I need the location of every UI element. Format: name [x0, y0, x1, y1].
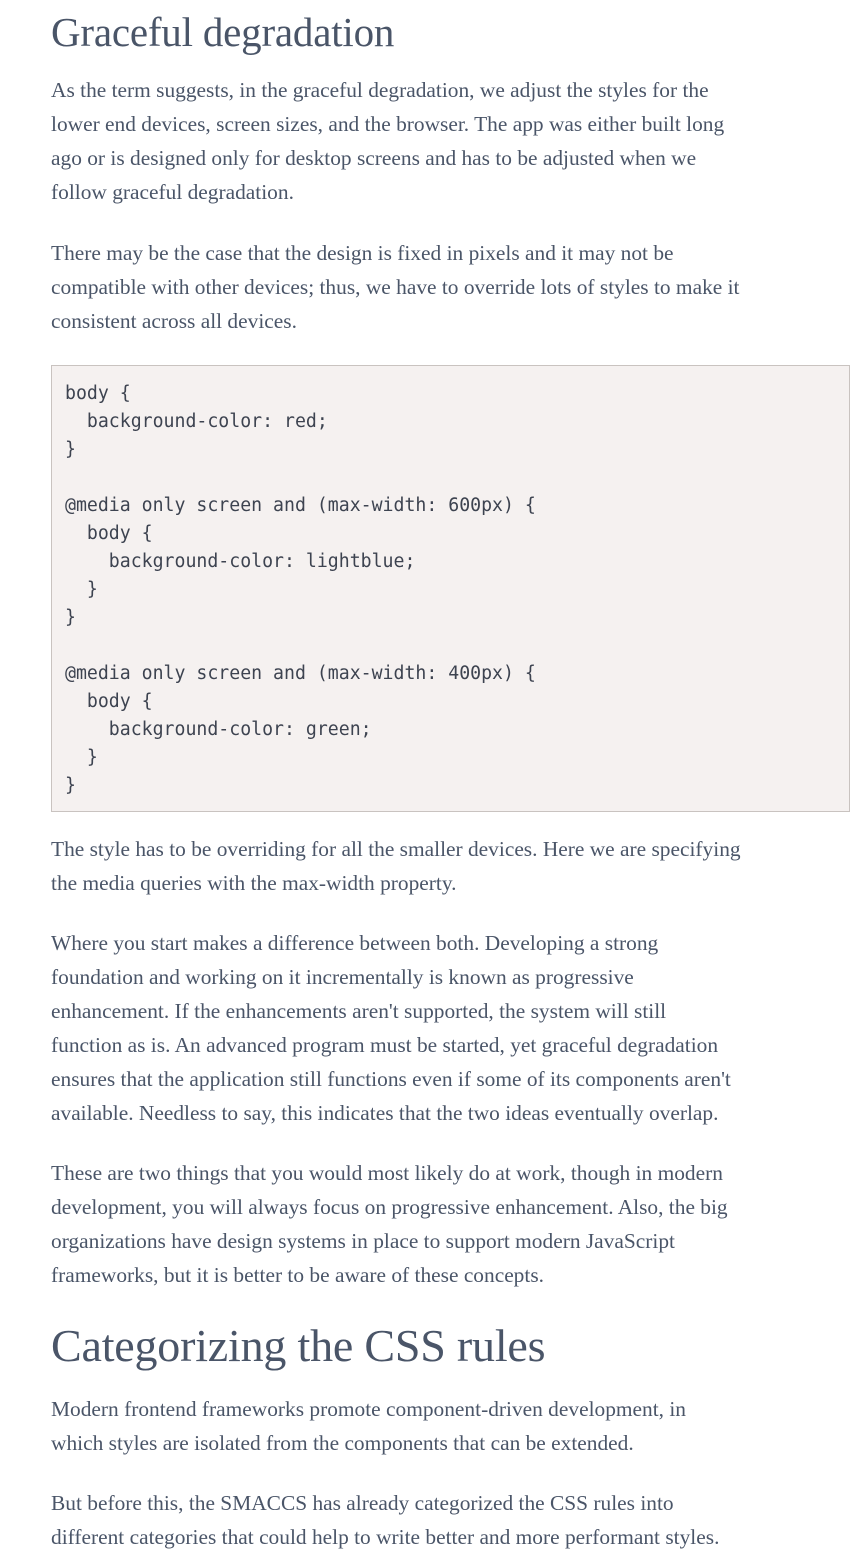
paragraph: But before this, the SMACCS has already categorized the CSS rules into different categories that could help to write better and more performant styles. — [51, 1491, 720, 1549]
paragraph: There may be the case that the design is fixed in pixels and it may not be compatible with other devices; thus, we have to override lots of styles to make it consistent across all devices. — [51, 241, 740, 333]
paragraph: Modern frontend frameworks promote component-driven development, in which styles are isolated from the components that can be extended. — [51, 1397, 687, 1455]
paragraph: The style has to be overriding for all the smaller devices. Here we are specifying the media queries with the max-width property. — [51, 837, 741, 895]
paragraph: These are two things that you would most likely do at work, though in modern development, you will always focus on progressive enhancement. Also, the big organizations have design systems in place to support modern JavaScript frameworks, but it is better to be aware of these concepts. — [51, 1161, 728, 1287]
code-content[interactable]: body { background-color: red; } @media only screen and (max-width: 600px) { body { background-color: lightblue; } } @media only screen and (max-width: 400px) { body { background-color: green; } } — [65, 383, 536, 796]
paragraph: Where you start makes a difference between both. Developing a strong foundation and working on it incrementally is known as progressive enhancement. If the enhancements aren't supported, the system will still function as is. An advanced program must be started, yet graceful degradation ensures that the application still functions even if some of its components aren't available. Needless to say, this indicates that the two ideas eventually overlap. — [51, 931, 731, 1125]
paragraph: As the term suggests, in the graceful degradation, we adjust the styles for the lower end devices, screen sizes, and the browser. The app was either built long ago or is designed only for desktop screens and has to be adjusted when we follow graceful degradation. — [51, 78, 725, 204]
section-heading-graceful-degradation: Graceful degradation — [51, 9, 395, 55]
section-heading-categorizing-css-rules: Categorizing the CSS rules — [51, 1320, 546, 1371]
code-block[interactable] — [51, 365, 850, 812]
